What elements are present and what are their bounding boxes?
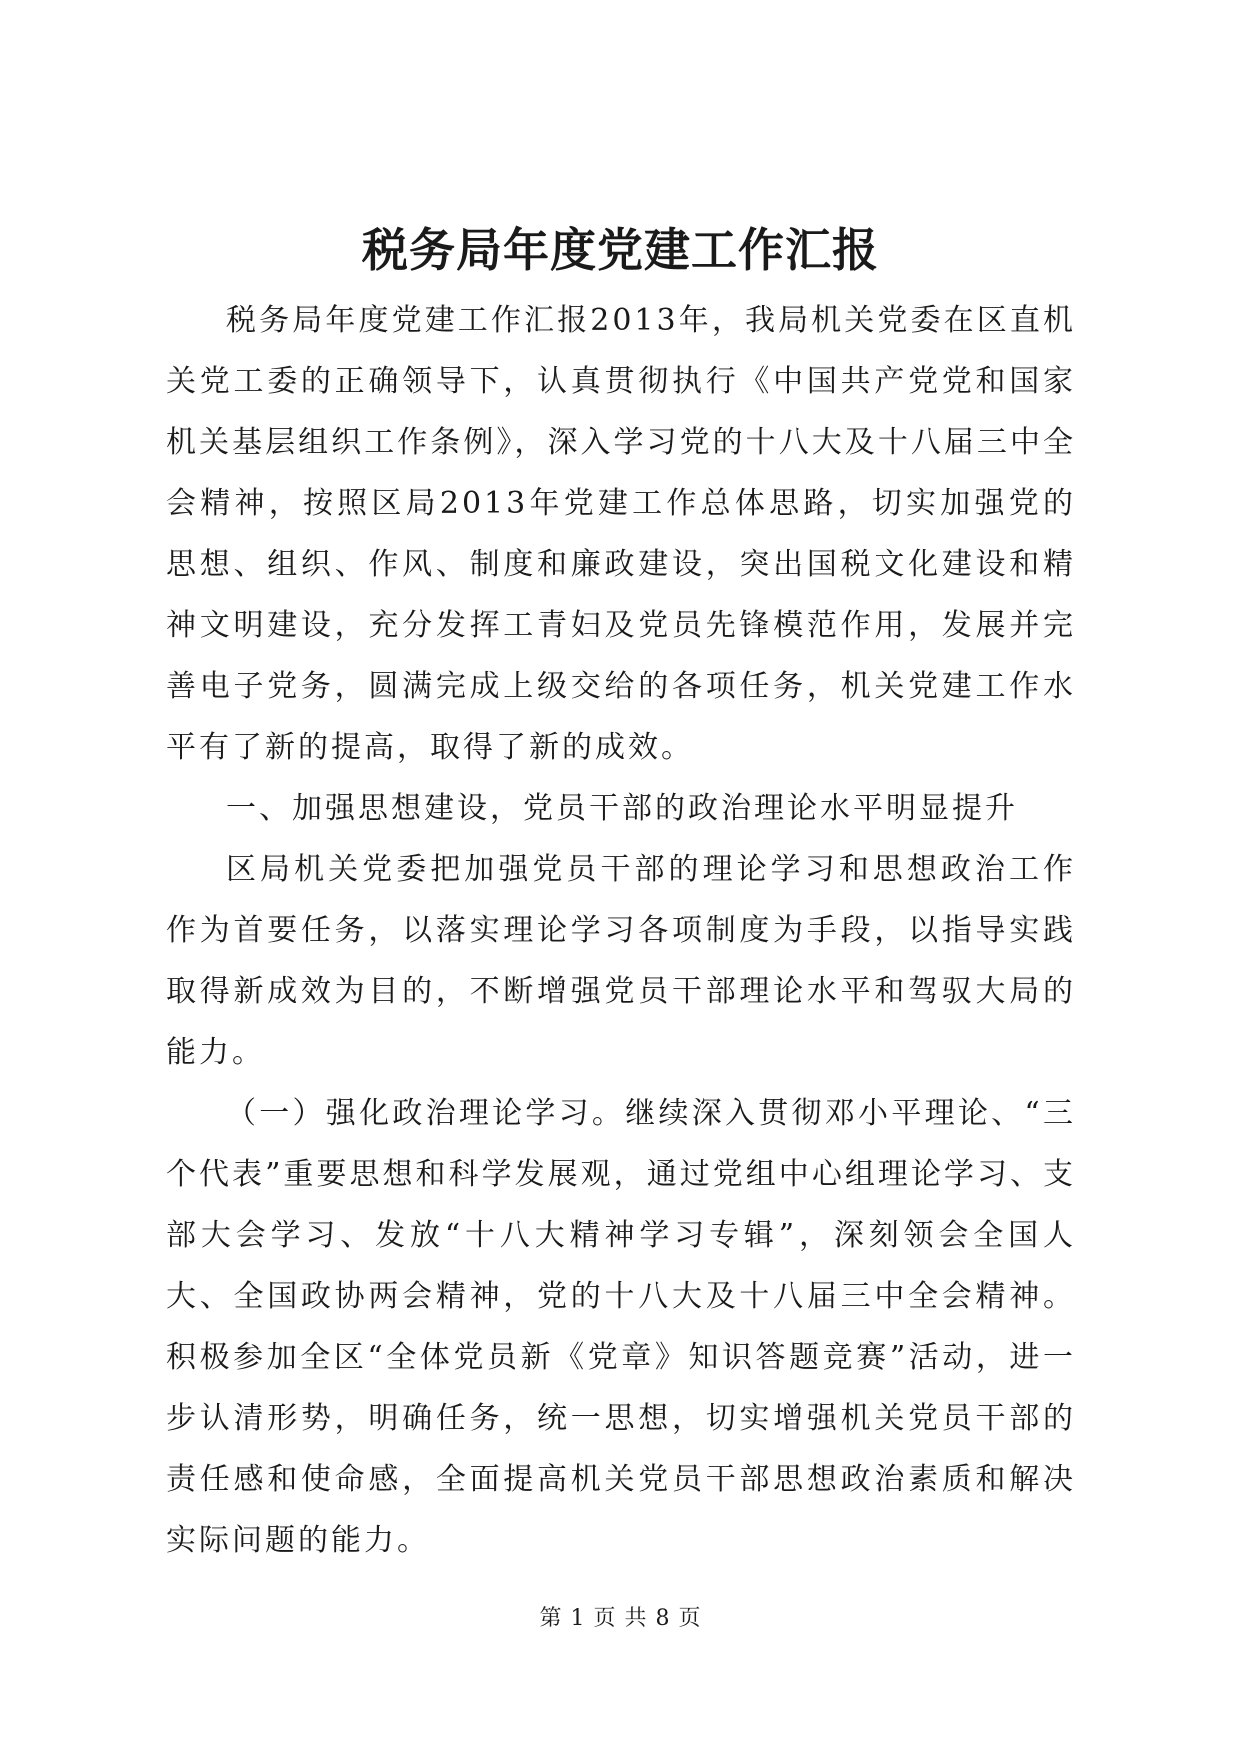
- section-heading-1: 一、加强思想建设，党员干部的政治理论水平明显提升: [226, 791, 1018, 826]
- paragraph-section-1: 区局机关党委把加强党员干部的理论学习和思想政治工作作为首要任务，以落实理论学习各项制度为手段，以指导实践取得新成效为目的，不断增强党员干部理论水平和驾驭大局的能力。: [166, 852, 1076, 1070]
- document-title: 税务局年度党建工作汇报: [362, 223, 879, 277]
- paragraph-subsection-1: （一）强化政治理论学习。继续深入贯彻邓小平理论、“三个代表”重要思想和科学发展观，通过党组中心组理论学习、支部大会学习、发放“十八大精神学习专辑”，深刻领会全国人大、全国政协两会精神，党的十八大及十八届三中全会精神。积极参加全区“全体党员新《党章》知识答题竞赛”活动，进一步认清形势，明确任务，统一思想，切实增强机关党员干部的责任感和使命感，全面提高机关党员干部思想政治素质和解决实际问题的能力。: [166, 1096, 1076, 1558]
- paragraph-intro: 税务局年度党建工作汇报2013年，我局机关党委在区直机关党工委的正确领导下，认真贯彻执行《中国共产党党和国家机关基层组织工作条例》，深入学习党的十八大及十八届三中全会精神，按照区局2013年党建工作总体思路，切实加强党的思想、组织、作风、制度和廉政建设，突出国税文化建设和精神文明建设，充分发挥工青妇及党员先锋模范作用，发展并完善电子党务，圆满完成上级交给的各项任务，机关党建工作水平有了新的提高，取得了新的成效。: [166, 303, 1076, 765]
- document-body: [166, 290, 1076, 1571]
- page-footer: 第 1 页 共 8 页: [539, 1606, 702, 1631]
